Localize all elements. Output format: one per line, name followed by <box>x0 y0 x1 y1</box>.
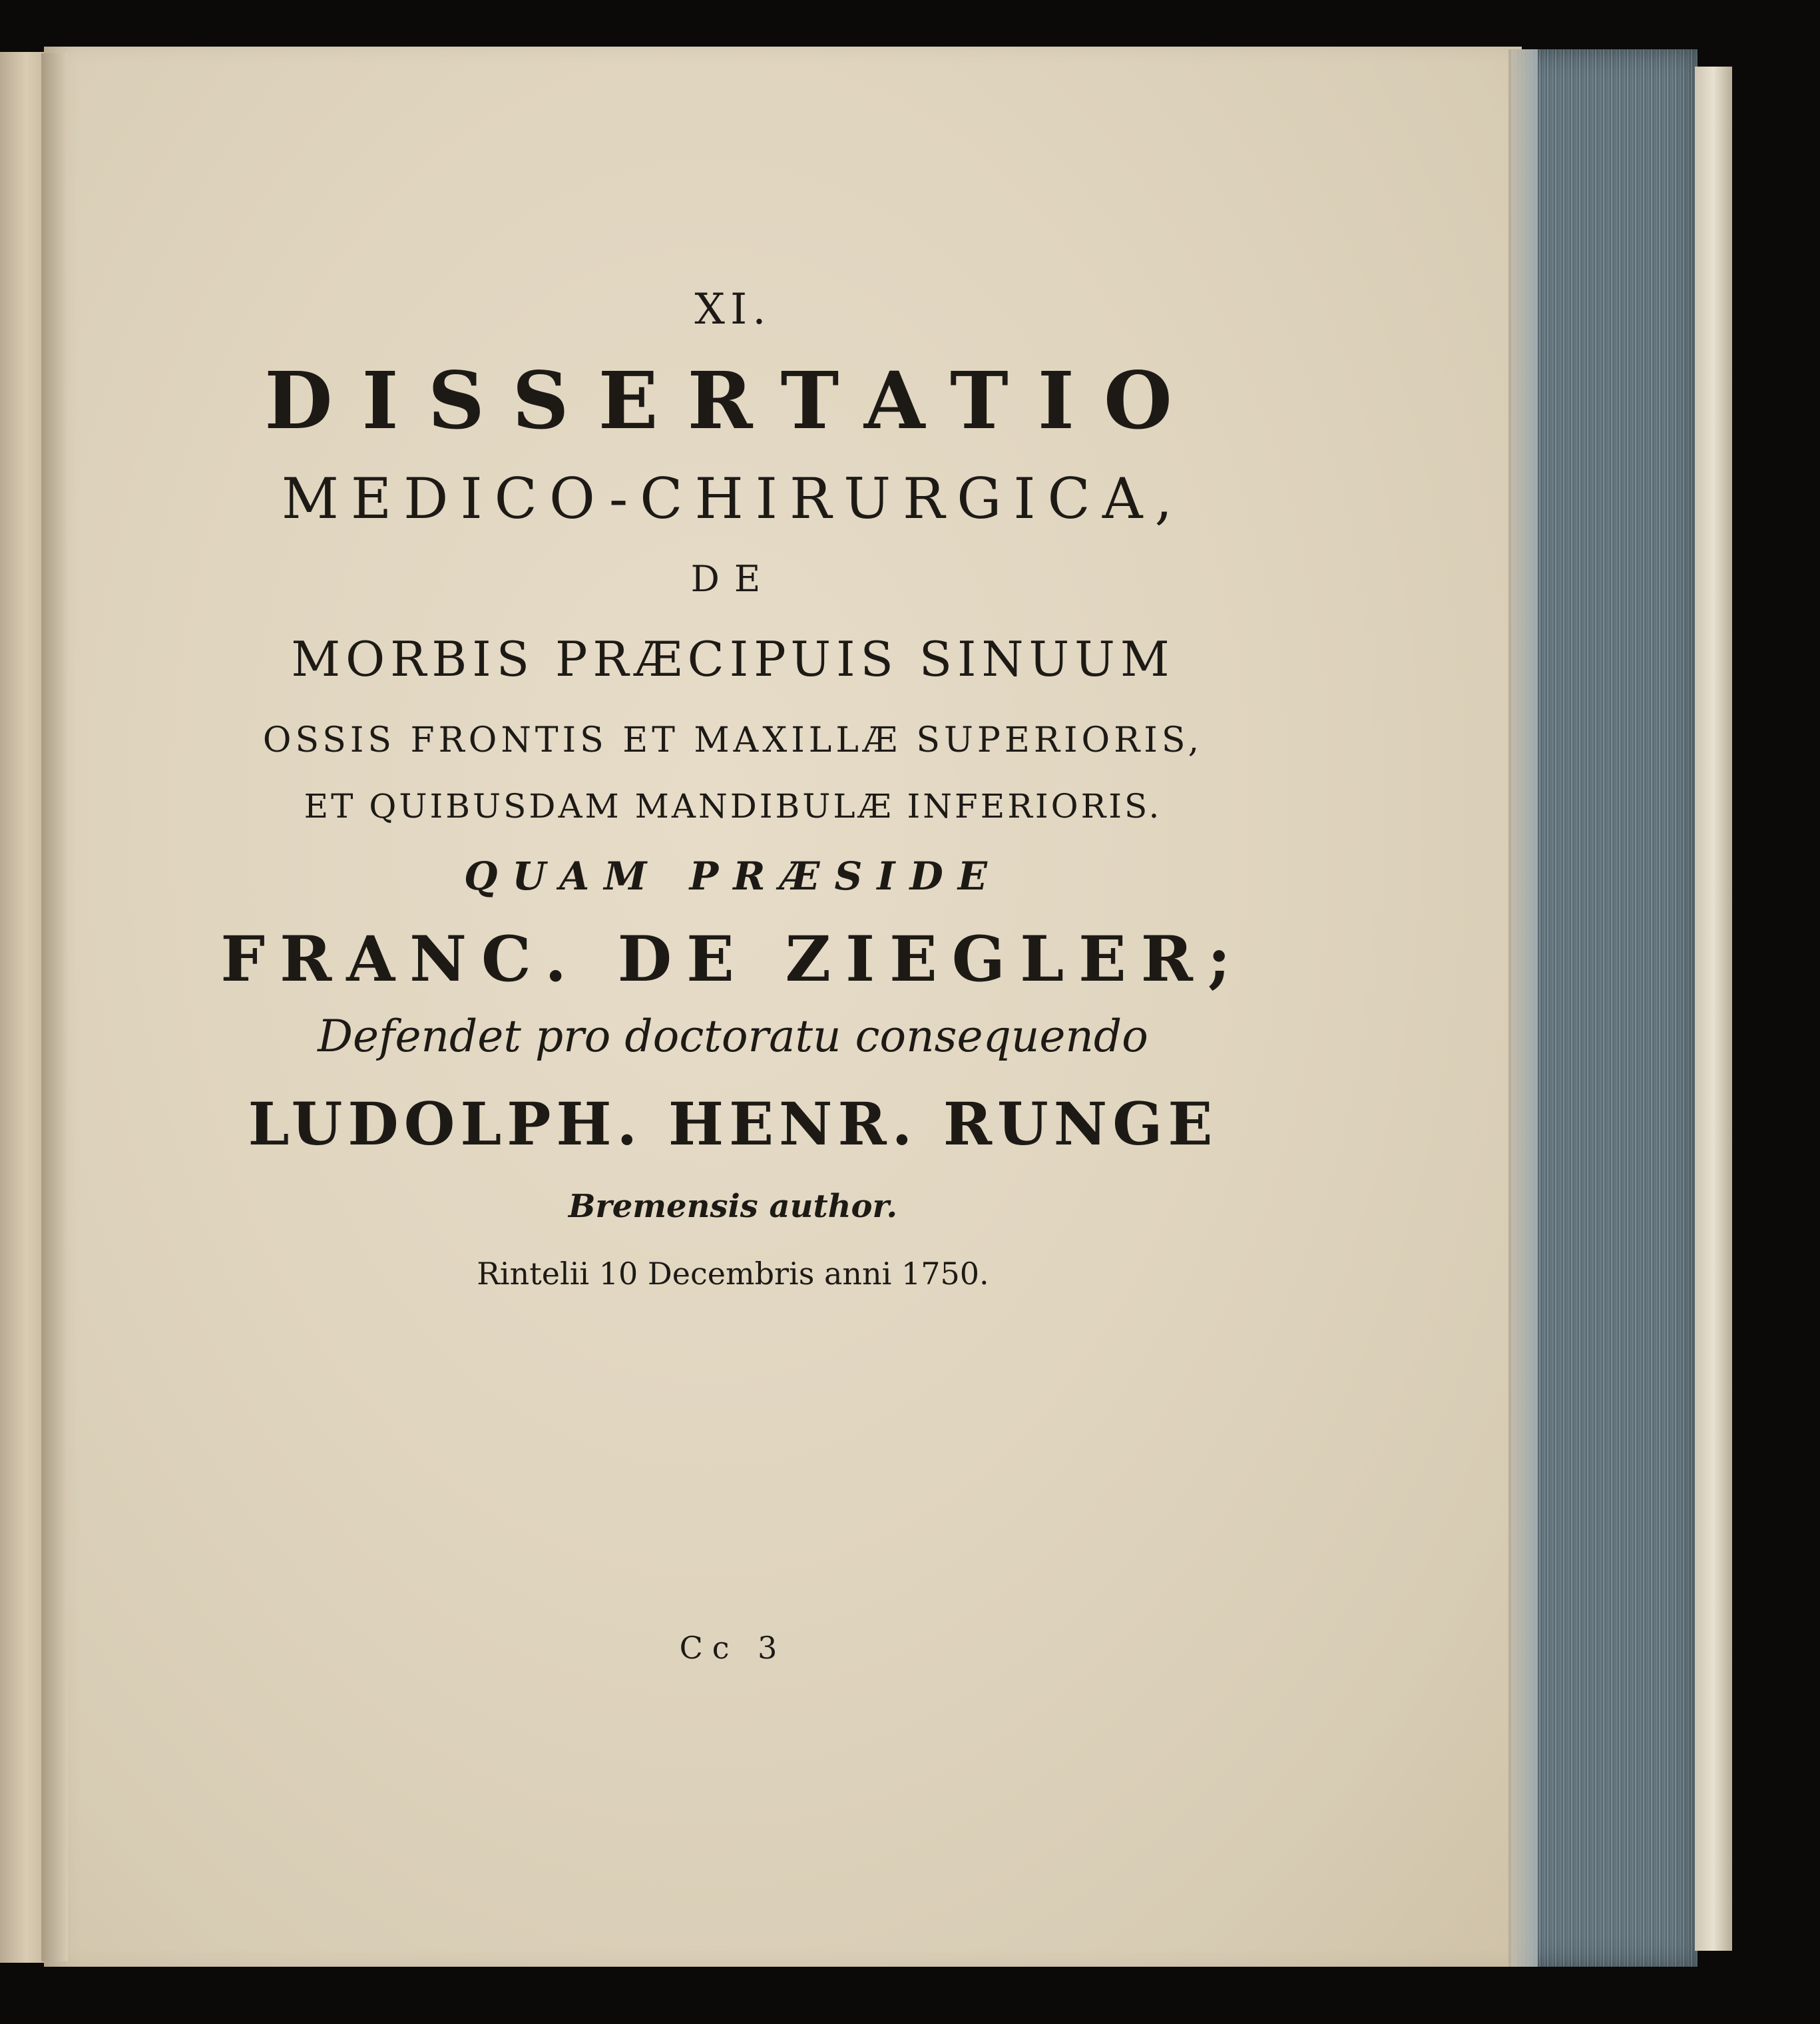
title-page <box>44 47 1522 1967</box>
date-line: Rintelii 10 Decembris anni 1750. <box>477 1256 989 1292</box>
praeside-line: QUAM PRÆSIDE <box>463 854 1003 899</box>
author-name: LUDOLPH. HENR. RUNGE <box>248 1089 1218 1158</box>
spine-gutter <box>41 53 68 1961</box>
signature-mark: Cc 3 <box>679 1630 787 1666</box>
topic-line-1: MORBIS PRÆCIPUIS SINUUM <box>291 631 1175 687</box>
section-number: XI. <box>694 285 772 334</box>
author-origin: Bremensis author. <box>568 1188 898 1225</box>
back-cover-edge <box>1695 67 1732 1951</box>
left-page-edge <box>0 52 46 1963</box>
defendet-line: Defendet pro doctoratu consequendo <box>318 1011 1148 1062</box>
preposition-de: DE <box>690 558 776 600</box>
page-title: DISSERTATIO <box>264 354 1202 447</box>
praeses-name: FRANC. DE ZIEGLER; <box>220 923 1246 996</box>
topic-line-2: OSSIS FRONTIS ET MAXILLÆ SUPERIORIS, <box>262 720 1204 760</box>
topic-line-3: ET QUIBUSDAM MANDIBULÆ INFERIORIS. <box>304 787 1162 826</box>
fore-edge-highlight <box>1511 49 1538 1967</box>
page-subtitle: MEDICO-CHIRURGICA, <box>281 466 1185 531</box>
